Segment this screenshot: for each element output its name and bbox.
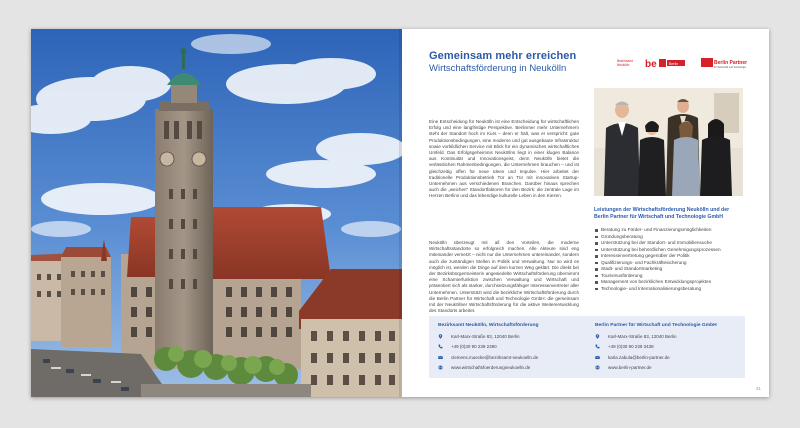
bemerlin-logo: be: [645, 59, 657, 70]
list-item: Qualifizierungs- und Fachkräftesicherung: [594, 260, 746, 267]
contact-column-partner: [595, 323, 745, 373]
page-number: 31: [755, 386, 761, 391]
mail-icon: [595, 355, 600, 360]
berlin-partner-logo: Berlin Partner: [714, 60, 748, 66]
list-item: Unterstützung bei behördlichen Genehmigungsprozessen: [594, 247, 746, 254]
map-pin-icon: [438, 334, 443, 339]
services-list: [594, 227, 746, 292]
brochure-spread: [31, 29, 769, 397]
intro-paragraph: Eine Entscheidung für Neukölln ist eine Entscheidung für wirtschaftlichen Erfolg und eine langfristige Perspektive. Berlinmer mehr Unternehmern steht der Standort hoch im Kurs – denn er hält, was er verspricht: gute Produktionsbedingungen, eine moderne und gut ausgebaute Infrastruktur sowie vorbildlichen Service mit Blick für ein dynamisches wirtschaftliches Umfeld. Das Erfolgsgeheimnis Neuköllns liegt in einer klugen Balance aus Kontinuität und Innovationsgeist, denn Neukölln bietet die verlässlichen Rahmenbedingungen, die Unternehmen brauchen – und ist gleichzeitig offen für neue Ideen und Impulse. Hier arbeitet der traditionelle Produktionsbetrieb Tür an Tür mit innovativen Startup-Unternehmen aus verschiedenen Branchen. Darüber hinaus sprechen auch die „weichen“ Standortfaktoren für den Bezirk: die zentrale Lage im Herzen Berlins und das lebendige kulturelle Leben in den Kiezen.: [429, 119, 579, 199]
email-link[interactable]: clemens.muecke@bezirksamt-neukoelln.de: [451, 354, 539, 360]
town-hall-photo: [31, 29, 402, 397]
phone-icon: [438, 344, 443, 349]
logos-graphic: [617, 56, 757, 72]
list-item: Beratung zu Förder- und Finanzierungsmöglichkeiten: [594, 227, 746, 234]
contact-phone: [595, 342, 745, 353]
contact-address: [595, 331, 745, 342]
phone-icon: [595, 344, 600, 349]
berlin-partner-subline: für Wirtschaft und Technologie: [714, 66, 747, 69]
email-link[interactable]: karla.zabula@berlin-partner.de: [608, 354, 670, 360]
globe-icon: [438, 365, 443, 370]
contact-address: [438, 331, 588, 342]
second-paragraph: Neukölln überzeugt mit all den Vorteilen, die moderne Wirtschaftsstandorte so erfolgreich machen. Alle Akteure sind eng miteinander vernetzt – nicht nur die Unternehmen untereinander, sondern auch die zuständigen Stellen in Politik und Verwaltung. Nur so wird es möglich ist, werden die Dinge auf dem kurzen Weg geklärt. Die direkt bei der Bezirksbürgermeisterin angesiedelte Wirtschaftsförderung übernimmt eine Scharnierfunktion zwischen Verwaltung und Wirtschaft und präsentiert sich als starker, durchsetzungsfähiger Interessenvertreter aller Unternehmen. Unterstützt wird die bezirkliche Wirtschaftsförderung durch die Berlin Partner für Wirtschaft und Technologie GmbH: die gemeinsam mit der Neuköllner Wirtschaftsförderung für die aktive Weiterentwicklung des Standorts arbeitet.: [429, 240, 579, 314]
list-item: Unterstützung bei der Standort- und Immobiliensuche: [594, 240, 746, 247]
globe-icon: [595, 365, 600, 370]
team-photo-illustration: [594, 88, 743, 196]
bemerlin-berlin-text: Berlin: [669, 61, 679, 66]
map-pin-icon: [595, 334, 600, 339]
address-text: Karl-Marx-Straße 83, 12040 Berlin: [451, 333, 520, 339]
mail-icon: [438, 355, 443, 360]
bezirk-logo-line2: Neukölln: [617, 63, 630, 67]
web-link[interactable]: www.wirtschaftsfoerderungneukoelln.de: [451, 365, 531, 371]
web-link[interactable]: www.berlin-partner.de: [608, 365, 652, 371]
contact-box: [429, 316, 745, 378]
contact-column-bezirk: [438, 323, 588, 373]
contact-phone: [438, 342, 588, 353]
list-item: Technologie- und Internationalisierungsberatung: [594, 286, 746, 293]
address-text: Karl-Marx-Straße 83, 12040 Berlin: [608, 333, 677, 339]
team-photo: [594, 88, 743, 196]
photo-illustration: [31, 29, 402, 397]
list-item: Stadt- und Standortmarketing: [594, 266, 746, 273]
contact-email: [438, 352, 588, 363]
phone-text[interactable]: +49 (0)30 90 239 2390: [451, 344, 497, 350]
partner-logos: [617, 56, 757, 72]
contact-title: Berlin Partner für Wirtschaft und Technologie GmbH: [595, 323, 717, 328]
list-item: Tourismusförderung: [594, 273, 746, 280]
list-item: Management von bezirklichen Entwicklungsprojekten: [594, 279, 746, 286]
list-item: Interessenvertretung gegenüber der Politik: [594, 253, 746, 260]
phone-text[interactable]: +49 (0)30 90 239 3438: [608, 344, 654, 350]
page-heading: Gemeinsam mehr erreichen: [429, 50, 577, 62]
list-item: Gründungsberatung: [594, 234, 746, 241]
services-heading: Leistungen der Wirtschaftsförderung Neukölln und der Berlin Partner für Wirtschaft und Technologie GmbH: [594, 207, 730, 220]
bezirk-logo-line1: Bezirksamt: [617, 59, 633, 63]
contact-web: [595, 363, 745, 374]
contact-email: [595, 352, 745, 363]
page-subheading: Wirtschaftsförderung in Neukölln: [429, 63, 567, 74]
contact-web: [438, 363, 588, 374]
contact-title: Bezirksamt Neukölln, Wirtschaftsförderung: [438, 323, 539, 328]
heart-icon: [659, 59, 666, 67]
text-page: [402, 29, 769, 397]
